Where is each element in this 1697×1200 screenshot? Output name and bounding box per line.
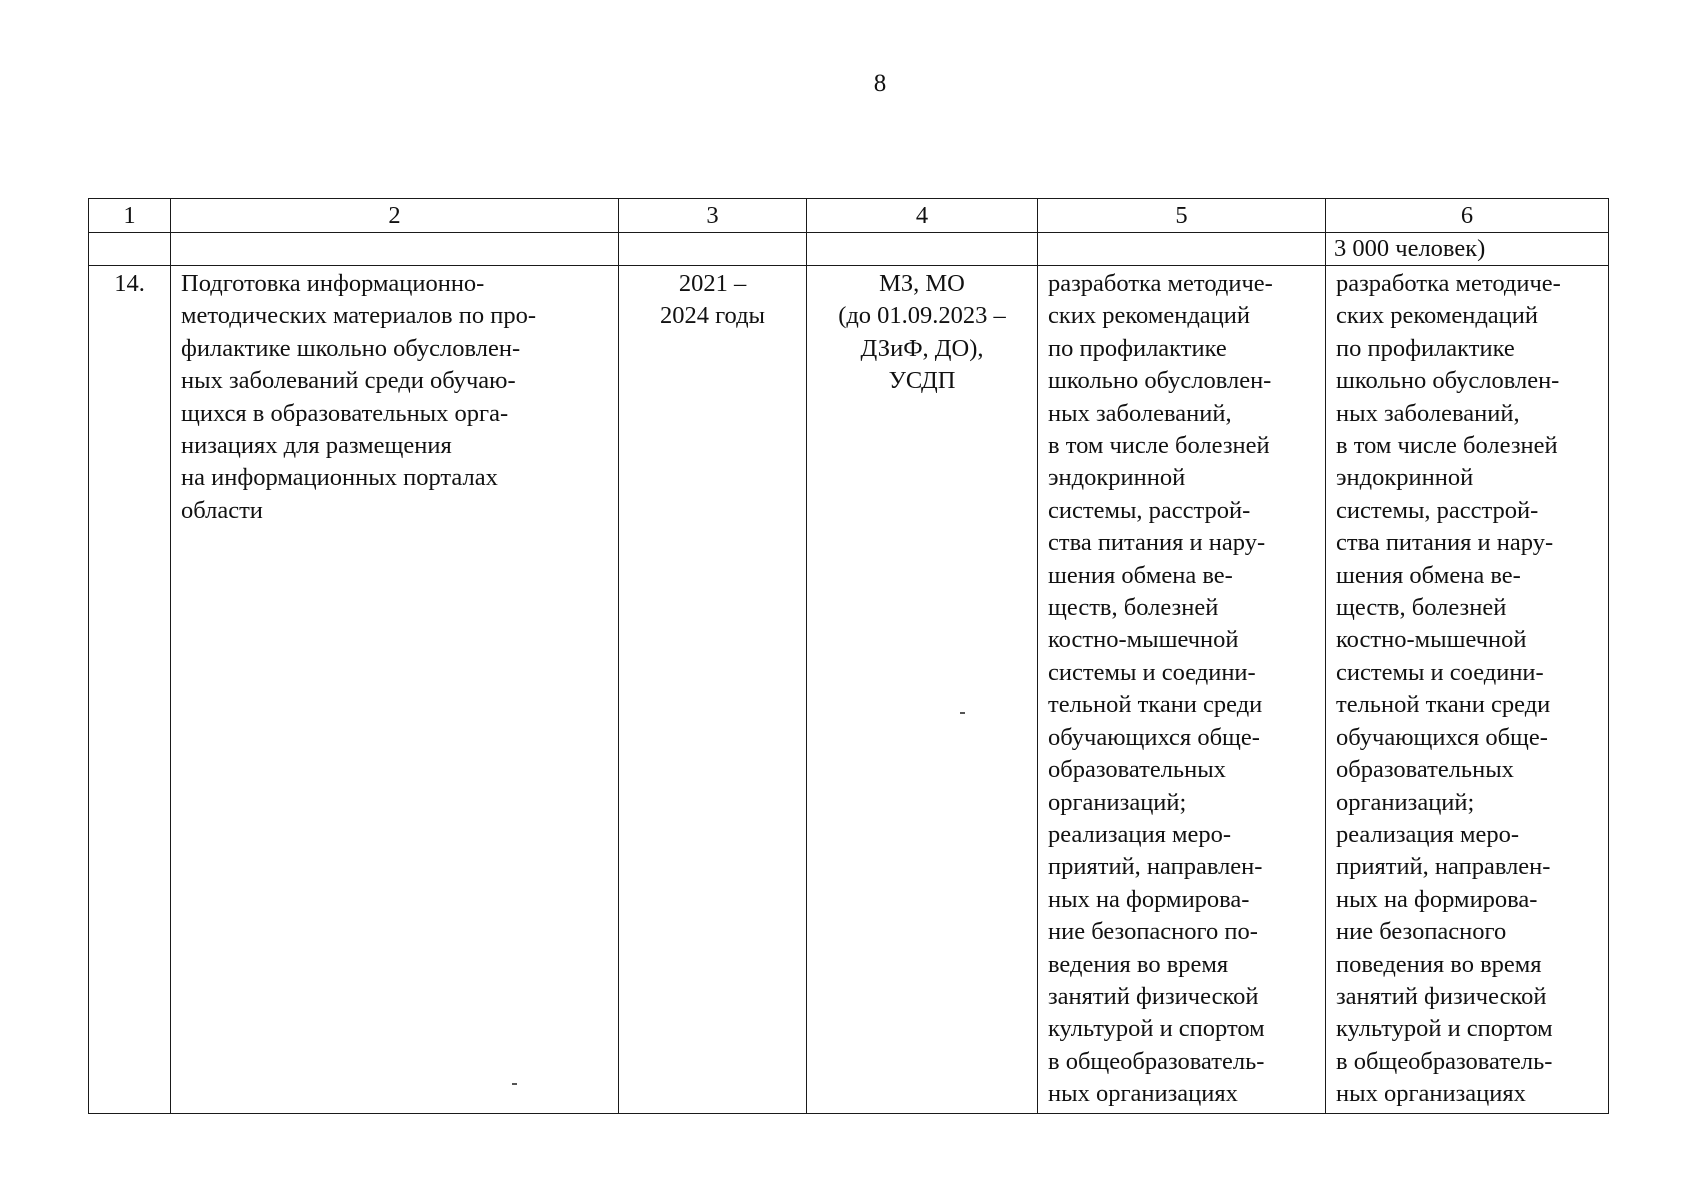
result-cell-col6: разработка методиче- ских рекомендаций по профилактике школьно обусловлен- ных заболеваний, в том числе болезней эндокринной системы, расстрой- ства питания и нару- шения обмена ве- ществ, болезней костно-мышечной системы и соедини- тельной ткани среди обучающихся обще- образовательных организаций; реализация меро- приятий, направлен- ных на формирова- ние безопасного поведения во время занятий физической культурой и спортом в общеобразователь- ных организациях xyxy=(1326,266,1609,1114)
header-cell-2: 2 xyxy=(171,199,619,233)
empty-cell xyxy=(171,233,619,266)
result-cell-col5: разработка методиче- ских рекомендаций по профилактике школьно обусловлен- ных заболеваний, в том числе болезней эндокринной системы, расстрой- ства питания и нару- шения обмена ве- ществ, болезней костно-мышечной системы и соедини- тельной ткани среди обучающихся обще- образовательных организаций; реализация меро- приятий, направлен- ных на формирова- ние безопасного по- ведения во время занятий физической культурой и спортом в общеобразователь- ных организациях xyxy=(1038,266,1326,1114)
empty-cell xyxy=(807,233,1038,266)
header-cell-3: 3 xyxy=(619,199,807,233)
empty-cell xyxy=(1038,233,1326,266)
empty-cell xyxy=(89,233,171,266)
executors-cell: МЗ, МО (до 01.09.2023 – ДЗиФ, ДО), УСДП xyxy=(807,266,1038,1114)
table-row xyxy=(89,266,1609,1114)
continuation-text-col6: 3 000 человек) xyxy=(1326,233,1609,266)
header-cell-6: 6 xyxy=(1326,199,1609,233)
table-row-continuation xyxy=(89,233,1609,266)
header-cell-4: 4 xyxy=(807,199,1038,233)
scan-speck xyxy=(960,712,965,714)
header-cell-5: 5 xyxy=(1038,199,1326,233)
period-cell: 2021 – 2024 годы xyxy=(619,266,807,1114)
header-cell-1: 1 xyxy=(89,199,171,233)
row-number: 14. xyxy=(89,266,171,1114)
table-header-row xyxy=(89,199,1609,233)
page-number: 8 xyxy=(873,70,887,97)
scan-speck xyxy=(512,1083,517,1085)
activity-description: Подготовка информационно- методических материалов по про- филактике школьно обусловлен- ных заболеваний среди обучаю- щихся в образовательных орга- низациях для размещения на информационных порталах области xyxy=(171,266,619,1114)
empty-cell xyxy=(619,233,807,266)
activity-table xyxy=(88,198,1609,1114)
